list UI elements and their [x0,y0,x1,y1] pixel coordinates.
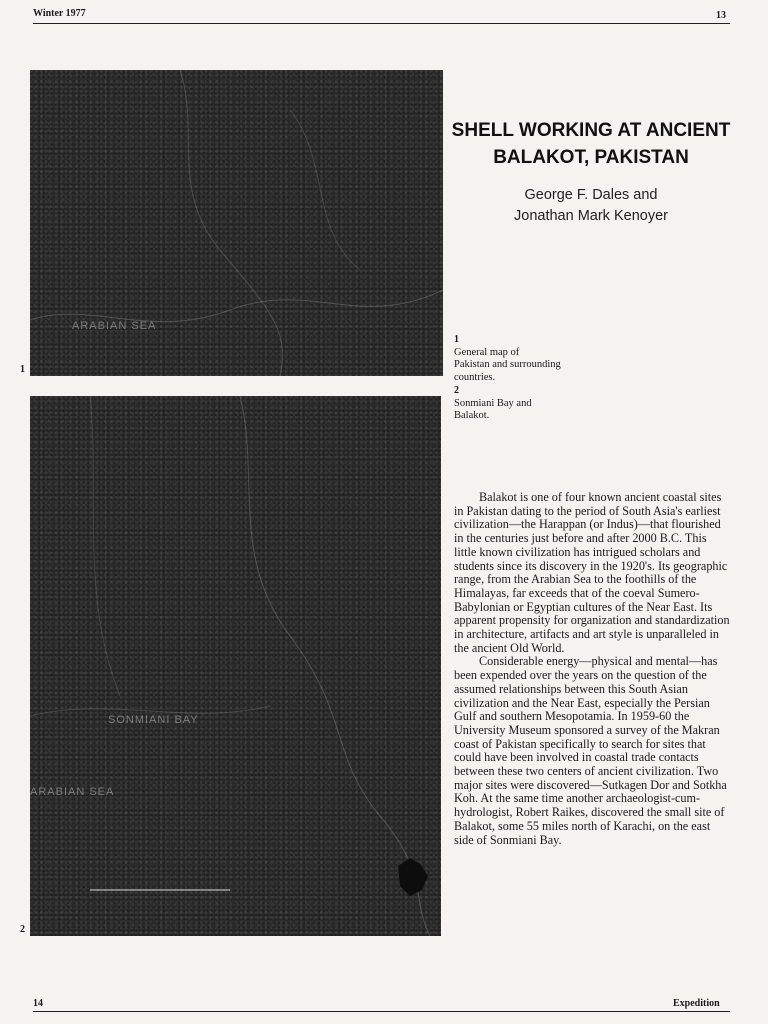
article-title-line-2: BALAKOT, PAKISTAN [493,147,689,168]
figure-1-caption-line-3: countries. [454,371,496,383]
header-rule [33,23,730,24]
article-authors [446,185,736,227]
article-title-line-1: SHELL WORKING AT ANCIENT [451,120,731,141]
figure-2-map-lines [30,396,441,936]
figure-1-caption-line-1: General map of [454,346,520,358]
figure-2-caption-line-1: Sonmiani Bay and [454,397,532,409]
figure-1-caption [454,334,654,384]
page-number-top: 13 [716,10,726,21]
figure-2-map-label-sea: ARABIAN SEA [30,786,115,798]
body-paragraph-2: Considerable energy—physical and mental—has been expended over the years on the question of the assumed relationships between this South Asian civilization and the Near East, especially the Persian Gulf and southern Mesopotamia. In 1959-60 the University Museum sponsored a survey of the Makran coast of Pakistan specifically to search for sites that could have been involved in coastal trade contacts between these two centers of ancient civilization. Two major sites were discovered—Sutkagen Dor and Sotkha Koh. At the same time another archaeologist-cum-hydrologist, Robert Raikes, discovered the small site of Balakot, some 55 miles north of Karachi, on the east side of Sonmiani Bay. [454,654,727,847]
page-number-bottom: 14 [33,998,43,1009]
figure-1-marker: 1 [20,364,25,375]
footer-rule [33,1011,730,1012]
article-body [454,491,730,847]
figure-1-caption-number: 1 [454,334,459,345]
author-line-1: George F. Dales and [524,187,658,203]
figure-2-map-label-bay: SONMIANI BAY [108,714,199,726]
running-header-left: Winter 1977 [33,8,86,19]
figure-2-map [30,396,441,936]
figure-1-caption-line-2: Pakistan and surrounding [454,359,561,370]
figure-1-map [30,70,443,376]
figure-2-caption [454,385,654,423]
figure-2-marker: 2 [20,924,25,935]
body-paragraph-1: Balakot is one of four known ancient coastal sites in Pakistan dating to the period of South Asia's earliest civilization—the Harappan (or Indus)—that flourished in the centuries just before and after 2000 B.C. This little known civilization has intrigued scholars and students since its discovery in the 1920's. Its geographic range, from the Arabian Sea to the foothills of the Himalayas, far exceeds that of the coeval Sumero-Babylonian or Egyptian cultures of the Near East. Its apparent propensity for organization and standardization in architecture, artifacts and art style is unparalleled in the ancient Old World. [454,490,730,655]
figure-1-map-label: ARABIAN SEA [72,320,157,332]
article-title [446,117,736,171]
journal-name: Expedition [673,998,720,1009]
figure-2-caption-line-2: Balakot. [454,410,490,421]
author-line-2: Jonathan Mark Kenoyer [514,208,668,224]
figure-2-caption-number: 2 [454,385,459,396]
